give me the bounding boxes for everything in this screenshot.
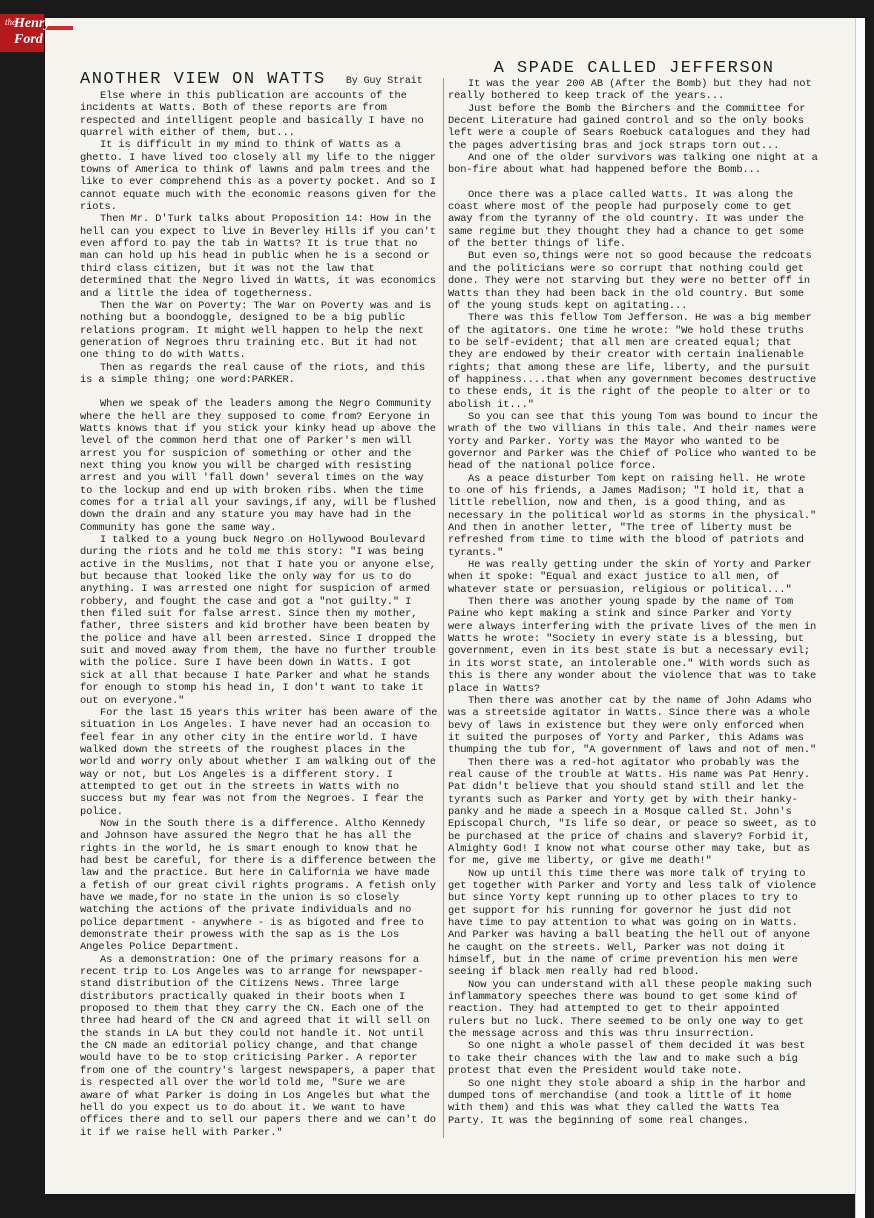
left-header	[80, 70, 440, 90]
left-para: As a demonstration: One of the primary reasons for a recent trip to Los Angeles was to arrange for newspaper-stand distribution of the Citizens News. Three large distributors practically quaked in their boots when I proposed to them that they carry the CN. Each one of the three had heard of the CN and agreed that it will sell on the stands in LA but they could not handle it. Not until the CN made an editorial policy change, and that change would have to be to stop criticising Parker. A reporter from one of the country's largest newspapers, a paper that is respected all over the world told me, "Sure we are aware of what Parker is doing in Los Angeles but what the hell do you expect us to do about it. We want to have offices there and to sell our papers there and we can't do it if we raise hell with Parker."	[80, 953, 436, 1139]
column-divider	[443, 78, 444, 1138]
left-para: For the last 15 years this writer has been aware of the situation in Los Angeles. I have never had an occasion to feel fear in any other city in the entire world. I have walked down the streets of the roughest places in the world and worry only about whether I am walking out of the way or not, but Los Angeles is a different story. I attempted to get out in the streets in Watts with no success but my fear was not from the Negroes. I fear the police.	[80, 706, 438, 818]
right-article-title: A SPADE CALLED JEFFERSON	[493, 59, 775, 78]
left-para: Else where in this publication are accounts of the incidents at Watts. Both of these reports are from respected and intelligent people and basically I have no quarrel with either of them, but...	[80, 90, 424, 140]
right-para: Once there was a place called Watts. It was along the coast where most of the people had purposely come to get away from the tyranny of the old country. It was under the same regime but they thought they had a chance to get some of the better things of life.	[448, 188, 804, 251]
right-para: Just before the Bomb the Birchers and the Committee for Decent Literature had gained control and so the only books left were a couple of Sears Roebuck catalogues and they had the pages advertising bras and jock straps torn out...	[448, 102, 810, 152]
page-edge	[855, 18, 865, 1218]
left-para: Then the War on Poverty: The War on Poverty was and is nothing but a boondoggle, designed to be a big public relations program. It might well happen to help the next generation of Negroes thru training etc. But it had not one thing to do with Watts.	[80, 299, 432, 362]
right-para: As a peace disturber Tom kept on raising hell. He wrote to one of his friends, a James Madison; "I hold it, that a little rebellion, now and then, is a good thing, and as necessary in the political world as storms in the physical." And then in another letter, "The tree of liberty must be refreshed from time to time with the blood of patriots and tyrants."	[448, 472, 817, 559]
left-para: I talked to a young buck Negro on Hollywood Boulevard during the riots and he told me this story: "I was being active in the Muslims, not that I hate you or anyone else, but because that looked like the only way for us to do anything. I was arrested one night for suspicion of armed robbery, and fought the case and got a "not guilty." I then filed suit for false arrest. Since then my mother, father, three sisters and kid brother have been beaten by the police and have all been arrested. Since I dropped the suit and moved away from them, the have no further trouble with the police. Sure I have been down in Watts. I got sick at all that because I hate Parker and what he stands for enough to stomp his head in, I don't want to take it out on everyone."	[80, 534, 436, 707]
right-para: And one of the older survivors was talking one night at a bon-fire about what had happened before the Bomb...	[448, 152, 818, 177]
right-para: But even so,things were not so good because the redcoats and the politicians were so corrupt that nothing could get done. They were not starving but they were no better off in Watts than they had been back in the old country. But some of the young studs kept on agitating...	[448, 250, 812, 312]
right-para: Then there was a red-hot agitator who probably was the real cause of the trouble at Watts. His name was Pat Henry. Pat didn't believe that you should stand still and let the tyrants such as Parker and Yorty get by with their hanky-panky and he made a speech in a Mosque called St. John's Episcopal Church, "Is life so dear, or peace so sweet, as to be purchased at the price of chains and slavery? Forbid it, Almighty God! I know not what course other may take, but as for me, give me liberty, or give me death!"	[448, 756, 817, 868]
right-para: Then there was another cat by the name of John Adams who was a streetside agitator in Watts. Since there was a whole bevy of laws in existence but they were only enforced when it suited the purposes of Yorty and Parker, this Adams was thumping the tub for, "A government of laws and not of men."	[448, 694, 817, 757]
logo-line-3: Ford	[14, 32, 43, 47]
logo-line-1: the	[5, 17, 16, 27]
left-article-title: ANOTHER VIEW ON WATTS	[80, 70, 326, 89]
left-para: Now in the South there is a difference. Altho Kennedy and Johnson have assured the Negro that he has all the rights in the world, he is smart enough to know that he had best be careful, for there is a difference between the law and the practice. But here in California we have made a fetish of our great civil rights programs. A fetish only have we made,for no state in the union is so closely watching the actions of the private individuals and no police department - anywhere - is as bigoted and free to demonstrate their prowess with the sap as is the Los Angeles Police Department.	[80, 817, 436, 954]
left-column-article	[80, 70, 440, 1139]
left-para: It is difficult in my mind to think of Watts as a ghetto. I have lived too closely all my life to the nigger towns of America to think of lawns and palm trees and the like to ever comprehend this as a poverty pocket. And so I cannot equate much with the economic reasons given for the riots.	[80, 139, 436, 214]
right-para: So one night they stole aboard a ship in the harbor and dumped tons of merchandise (and took a little of it home with them) and this was what they called the Watts Tea Party. It was the beginning of some real changes.	[448, 1077, 806, 1127]
right-para: Now up until this time there was more talk of trying to get together with Parker and Yorty and less talk of violence but since Yorty kept running up to other places to try to get support for his running for governor he just did not have time to pay attention to what was going on in Watts. And Parker was having a ball beating the hell out of anyone he caught on the streets. Well, Parker was not doing it himself, but in the name of crime prevention his men were seeing if black men really had red blood.	[448, 867, 817, 979]
right-para: So one night a whole passel of them decided it was best to take their chances with the law and to make such a big protest that even the President would take note.	[448, 1040, 806, 1078]
right-column-article	[448, 60, 820, 1127]
left-byline: By Guy Strait	[345, 76, 423, 87]
right-para: He was really getting under the skin of Yorty and Parker when it spoke: "Equal and exact justice to all men, of whatever state or persuasion, religious or political..."	[448, 559, 812, 596]
right-para: Then there was another young spade by the name of Tom Paine who kept making a stink and since Parker and Yorty were always interfering with the private lives of the men in Watts he wrote: "Society in every state is a blessing, but government, even in its best state is but a necessary evil; in its worst state, an intolerable one." With words such as this is there any wonder about the violence that was to take place in Watts?	[448, 596, 817, 695]
left-para: Then Mr. D'Turk talks about Proposition 14: How in the hell can you expect to live in Beverley Hills if you can't even afford to pay the tab in Watts? It is true that no man can hold up his head in public when he is a second or third class citizen, but it was not the law that determined that the Negro lived in Watts, it was economics and a little the idea of togetherness.	[80, 213, 436, 300]
left-para: Then as regards the real cause of the riots, and this is a simple thing; one word:PARKER.	[80, 361, 426, 386]
henry-ford-logo	[0, 14, 51, 52]
logo-line-2: Henry	[14, 16, 51, 31]
right-para: It was the year 200 AB (After the Bomb) but they had not really bothered to keep track of the years...	[448, 78, 812, 103]
left-para: When we speak of the leaders among the Negro Community where the hell are they supposed to come from? Eeryone in Watts knows that if you stick your kinky head up above the level of the common herd that one of Parker's men will arrest you for suspicion of something or other and the next thing you know you will be charged with resisting arrest and you will 'fall down' several times on the way to the lockup and end up with broken ribs. When the time comes for a trial all your savings,if any, will be flushed down the drain and any stature you may have had in the Community has gone the same way.	[80, 398, 436, 534]
right-para: Now you can understand with all these people making such inflammatory speeches there was bound to get some kind of reaction. They had attempted to get to their appointed rulers but no luck. There seemed to be only one way to get the message across and this was thru insurrection.	[448, 978, 812, 1041]
right-para: There was this fellow Tom Jefferson. He was a big member of the agitators. One time he wrote: "We hold these truths to be self-evident; that all men are created equal; that they are endowed by their creator with certain inalienable rights; that among these are life, liberty, and the pursuit of happiness....that when any government becomes destructive to these ends, it is the right of the people to alter or to abolish it..."	[448, 312, 817, 411]
right-para: So you can see that this young Tom was bound to incur the wrath of the two villians in this tale. And their names were Yorty and Parker. Yorty was the Mayor who wanted to be governor and Parker was the Chief of Police who wanted to be head of the national police force.	[448, 410, 818, 473]
